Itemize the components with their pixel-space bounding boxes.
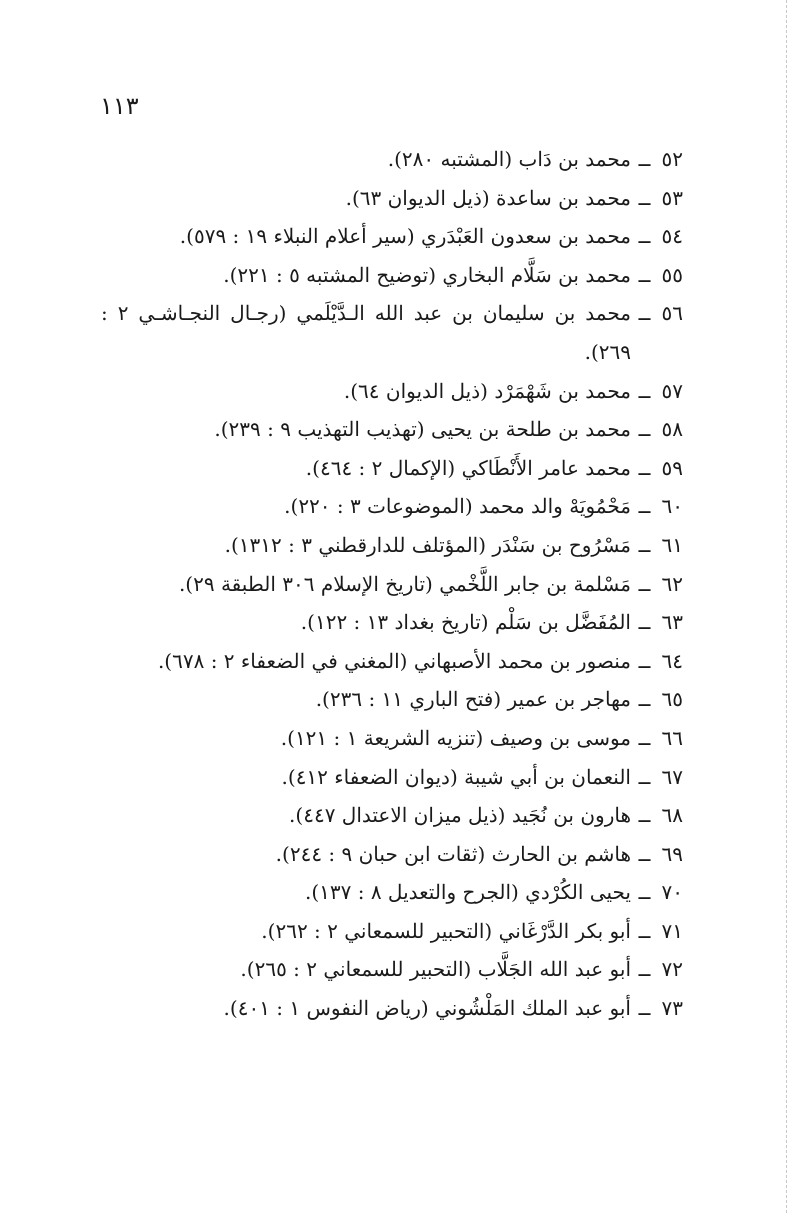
entry-text: محمد بن دَاب (المشتبه ٢٨٠). <box>387 147 631 171</box>
entry-text: أبو عبد الله الجَلَّاب (التحبير للسمعاني ٢ : ٢٦٥). <box>240 957 631 982</box>
entry-number: ٦٢ <box>661 571 683 596</box>
entry-text: منصور بن محمد الأصبهاني (المغني في الضعفاء ٢ : ٦٧٨). <box>157 648 631 673</box>
entry-text: أبو عبد الملك المَلْشُوني (رياض النفوس ١ : ٤٠١). <box>223 996 631 1021</box>
entry-separator: ــ <box>638 147 651 171</box>
list-item <box>101 603 683 642</box>
entry-number: ٥٨ <box>661 417 683 442</box>
entry-text: محمد بن شَهْمَرْد (ذيل الديوان ٦٤). <box>343 378 631 403</box>
entry-separator: ــ <box>638 764 651 789</box>
entry-text: مَسْرُوح بن سَنْدَر (المؤتلف للدارقطني ٣ : ١٣١٢). <box>224 532 631 557</box>
entry-separator: ــ <box>638 725 651 750</box>
entry-separator: ــ <box>638 880 651 905</box>
entry-text: موسى بن وصيف (تنزيه الشريعة ١ : ١٢١). <box>280 725 631 750</box>
entry-text: محمد بن ساعدة (ذيل الديوان ٦٣). <box>345 185 631 210</box>
entry-separator: ــ <box>638 571 651 596</box>
entry-number: ٦٧ <box>661 764 683 789</box>
entry-number: ٥٩ <box>661 455 683 480</box>
entry-number: ٥٣ <box>661 185 683 210</box>
list-item <box>101 526 683 565</box>
page-edge-rule <box>786 0 787 1213</box>
list-item <box>101 796 683 835</box>
entry-text: محمد عامر الأَنْطَاكي (الإكمال ٢ : ٤٦٤). <box>305 455 631 480</box>
entry-text: مهاجر بن عمير (فتح الباري ١١ : ٢٣٦). <box>315 687 631 712</box>
entry-text: محمد بن سليمان بن عبد الله الـدَّيْلَمي (رجـال النجـاشـي ٢ : ٢٦٩). <box>101 301 631 364</box>
list-item <box>101 642 683 681</box>
entry-separator: ــ <box>638 455 651 480</box>
entry-separator: ــ <box>638 301 651 326</box>
entry-number: ٦٦ <box>661 725 683 750</box>
entry-number: ٥٤ <box>661 224 683 249</box>
list-item <box>101 372 683 411</box>
entry-text: النعمان بن أبي شيبة (ديوان الضعفاء ٤١٢). <box>281 764 631 789</box>
list-item <box>101 758 683 797</box>
entry-text: هاشم بن الحارث (ثقات ابن حبان ٩ : ٢٤٤). <box>275 841 631 866</box>
entry-separator: ــ <box>638 918 651 943</box>
entry-text: يحيى الكُرْدي (الجرح والتعديل ٨ : ١٣٧). <box>304 880 631 905</box>
entry-number: ٦٩ <box>661 841 683 866</box>
entry-number: ٧٣ <box>661 996 683 1021</box>
list-item <box>101 487 683 526</box>
entry-text: محمد بن سعدون العَبْدَري (سير أعلام النبلاء ١٩ : ٥٧٩). <box>179 224 631 249</box>
list-item <box>101 179 683 218</box>
entry-number: ٦٣ <box>661 610 683 635</box>
list-item <box>101 449 683 488</box>
list-item <box>101 565 683 604</box>
entry-text: محمد بن طلحة بن يحيى (تهذيب التهذيب ٩ : ٢٣٩). <box>214 417 631 442</box>
entry-number: ٦٤ <box>661 648 683 673</box>
entry-separator: ــ <box>638 803 651 828</box>
list-item <box>101 140 683 179</box>
page-number: ١١٣ <box>100 92 139 120</box>
entry-separator: ــ <box>638 494 651 519</box>
entry-number: ٧٢ <box>661 957 683 982</box>
entry-number: ٥٢ <box>661 147 683 171</box>
entry-separator: ــ <box>638 417 651 442</box>
entry-number: ٥٥ <box>661 262 683 287</box>
entry-text: مَسْلمة بن جابر اللَّخْمي (تاريخ الإسلام ٣٠٦ الطبقة ٢٩). <box>178 571 631 596</box>
entry-number: ٧٠ <box>661 880 683 905</box>
entry-text: مَحْمُويَهْ والد محمد (الموضوعات ٣ : ٢٢٠). <box>284 494 631 519</box>
list-item <box>101 294 683 371</box>
entry-number: ٦٥ <box>661 687 683 712</box>
entry-separator: ــ <box>638 841 651 866</box>
entry-list <box>101 140 683 1028</box>
entry-number: ٥٧ <box>661 378 683 403</box>
list-item <box>101 950 683 989</box>
entry-number: ٧١ <box>661 918 683 943</box>
list-item <box>101 256 683 295</box>
entry-number: ٦٨ <box>661 803 683 828</box>
list-item <box>101 989 683 1028</box>
entry-number: ٥٦ <box>661 301 683 326</box>
entry-text: أبو بكر الدَّرْغَاني (التحبير للسمعاني ٢ : ٢٦٢). <box>261 918 631 943</box>
entry-separator: ــ <box>638 957 651 982</box>
entry-separator: ــ <box>638 996 651 1021</box>
entry-separator: ــ <box>638 378 651 403</box>
entry-separator: ــ <box>638 687 651 712</box>
entry-separator: ــ <box>638 262 651 287</box>
list-item <box>101 873 683 912</box>
entry-separator: ــ <box>638 532 651 557</box>
entry-text: المُفَضَّل بن سَلْم (تاريخ بغداد ١٣ : ١٢٢). <box>300 610 631 635</box>
entry-separator: ــ <box>638 224 651 249</box>
list-item <box>101 410 683 449</box>
entry-text: محمد بن سَلَّام البخاري (توضيح المشتبه ٥ : ٢٢١). <box>223 262 631 287</box>
list-item <box>101 912 683 951</box>
list-item <box>101 835 683 874</box>
entry-text: هارون بن نُجَيد (ذيل ميزان الاعتدال ٤٤٧). <box>289 803 631 828</box>
entry-number: ٦١ <box>661 532 683 557</box>
list-item <box>101 719 683 758</box>
entry-separator: ــ <box>638 185 651 210</box>
entry-number: ٦٠ <box>661 494 683 519</box>
entry-separator: ــ <box>638 610 651 635</box>
entry-separator: ــ <box>638 648 651 673</box>
list-item <box>101 217 683 256</box>
list-item <box>101 680 683 719</box>
